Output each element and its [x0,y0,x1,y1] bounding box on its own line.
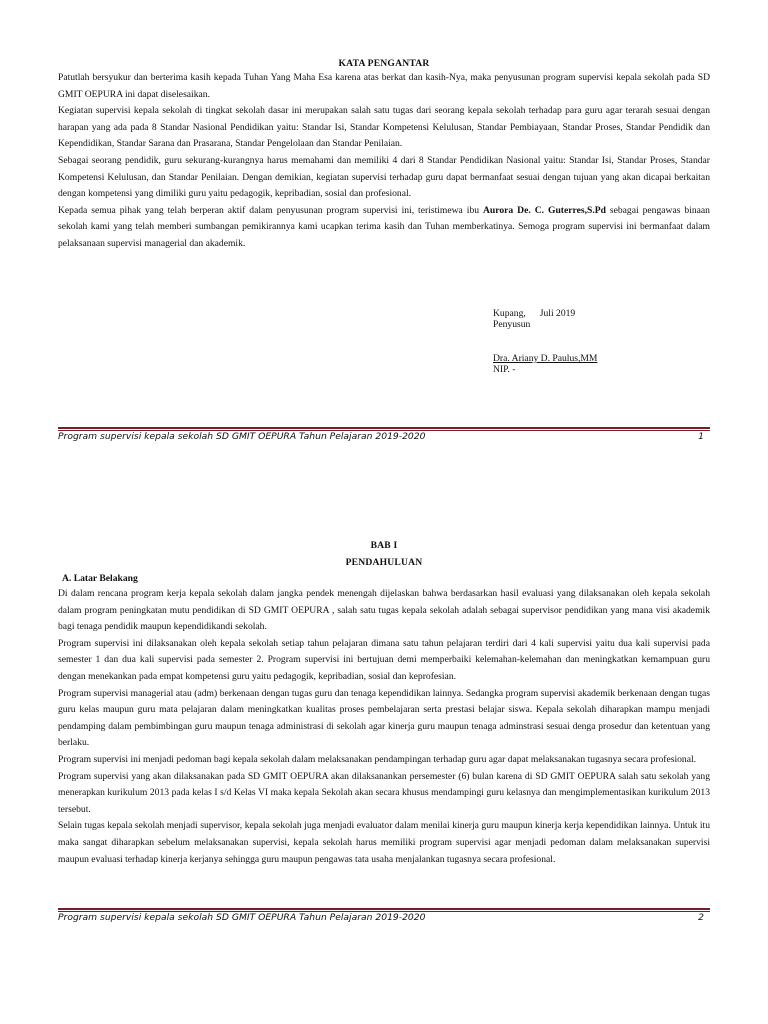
paragraph: Program supervisi managerial atau (adm) berkenaan dengan tugas guru dan tenaga kependidikan lainnya. Sedangka program supervisi akademik berkenaan dengan tugas guru kelas maupun guru mata pelajaran dalam meningkatkan kualitas proses pembelajaran serta prestasi belajar siswa. Kepala sekolah diharapkan mampu menjadi pendamping dalam pembimbingan guru maupun tenaga administrasi di sekolah agar kinerja guru maupun tenaga adminstrasi sesuai denga prosedur dan ketentuan yang berlaku. [58,687,710,749]
signatory [493,353,597,375]
foreword-body [58,70,710,253]
chapter-body [58,586,710,868]
chapter-title: PENDAHULUAN [345,557,423,568]
page-title: KATA PENGANTAR [338,58,430,69]
signature-block [493,308,575,330]
footer-text: Program supervisi kepala sekolah SD GMIT OEPURA Tahun Pelajaran 2019-2020 [58,912,426,923]
document-page-2 [0,480,768,1024]
section-heading: A. Latar Belakang [62,573,138,584]
paragraph: Kegiatan supervisi kepala sekolah di tingkat sekolah dasar ini merupakan salah satu tugas dari seorang kepala sekolah terhadap para guru agar terarah sesuai dengan harapan yang ada pada 8 Standar Nasional Pendidikan yaitu: Standar Isi, Standar Kompetensi Kelulusan, Standar Pembiayaan, Standar Proses, Standar Pendidik dan Kependidikan, Standar Sarana dan Prasarana, Standar Pengelolaan dan Standar Penilaian. [58,105,710,150]
paragraph-text: sebagai pengawas binaan sekolah kami yang telah memberi sumbangan pemikirannya kami ucapkan terima kasih dan Tuhan memberkatinya. Semoga program supervisi ini bermanfaat dalam pelaksanaan supervisi managerial dan akademik. [58,204,710,249]
supervisor-name: Aurora De. C. Guterres,S.Pd [483,204,606,216]
footer-text: Program supervisi kepala sekolah SD GMIT OEPURA Tahun Pelajaran 2019-2020 [58,431,426,442]
paragraph: Program supervisi yang akan dilaksanakan pada SD GMIT OEPURA akan dilaksanankan persemester (6) bulan karena di SD GMIT OEPURA salah satu sekolah yang menerapkan kurikulum 2013 pada kelas I s/d Kelas VI maka kepala Sekolah akan secara khusus mendampingi guru kelasnya dan mengimplementasikan kurikulum 2013 tersebut. [58,770,710,815]
paragraph: Di dalam rencana program kerja kepala sekolah dalam jangka pendek menengah dijelaskan bahwa berdasarkan hasil evaluasi yang dilaksanakan oleh kepala sekolah dalam program peningkatan mutu pendidikan di SD GMIT OEPURA , salah satu tugas kepala sekolah adalah sebagai supervisor pendidikan yang mana visi akademik bagi tenaga pendidik maupun kependidikandi sekolah. [58,588,710,633]
page-footer [58,912,704,923]
footer-rule [58,908,710,910]
signature-place-date [493,308,575,319]
signature-city: Kupang, [493,308,526,319]
paragraph: Program supervisi ini dilaksanakan oleh kepala sekolah setiap tahun pelajaran dimana satu tahun pelajaran terdiri dari 4 kali supervisi yaitu dua kali supervisi pada semester 1 dan dua kali supervisi pada semester 2. Program supervisi ini bertujuan demi memperbaiki kelemahan-kelemahan dan meningkatkan kemampuan guru dengan menekankan pada empat kompetensi guru yaitu pedagogik, kepribadian, sosial dan keprofesian. [58,637,710,682]
paragraph: Program supervisi ini menjadi pedoman bagi kepala sekolah dalam melaksanakan pendampingan terhadap guru agar dapat melaksanakan tugasnya secara profesional. [58,753,697,765]
page-number: 2 [698,912,704,923]
signature-date: Juli 2019 [539,308,576,319]
page-number: 1 [698,431,704,442]
footer-rule [58,427,710,429]
paragraph: Patutlah bersyukur dan berterima kasih kepada Tuhan Yang Maha Esa karena atas berkat dan kasih-Nya, maka penyusunan program supervisi kepala sekolah pada SD GMIT OEPURA ini dapat diselesaikan. [58,72,710,100]
paragraph-text: Kepada semua pihak yang telah berperan aktif dalam penyusunan program supervisi ini, teristimewa ibu [58,204,483,216]
document-page-1 [0,0,768,480]
chapter-number: BAB I [370,540,398,551]
signature-role: Penyusun [493,319,531,330]
paragraph: Selain tugas kepala sekolah menjadi supervisor, kepala sekolah juga menjadi evaluator dalam menilai kinerja guru maupun kinerja kerja kependidikan lainnya. Untuk itu maka sangat diharapkan sebelum melaksanakan supervisi, kepala sekolah harus memiliki program supervisi agar menjadi pedoman dalam melaksanakan supervisi maupun evaluasi terhadap kinerja kerjanya sehingga guru maupun pengawas tata usaha menjalankan tugasnya secara profesional. [58,820,710,865]
paragraph-acknowledgement [58,203,710,253]
signatory-nip: NIP. - [493,364,516,375]
signatory-name: Dra. Ariany D. Paulus,MM [493,353,598,364]
paragraph: Sebagai seorang pendidik, guru sekurang-kurangnya harus memahami dan memiliki 4 dari 8 Standar Pendidikan Nasional yaitu: Standar Isi, Standar Proses, Standar Kompetensi Kelulusan, dan Standar Penilaian. Dengan demikian, kegiatan supervisi terhadap guru dapat bermanfaat sesuai dengan tujuan yang akan dicapai berkaitan dengan kompetensi yang dimiliki guru yaitu pedagogik, kepribadian, sosial dan profesional. [58,154,710,200]
page-footer [58,431,704,442]
